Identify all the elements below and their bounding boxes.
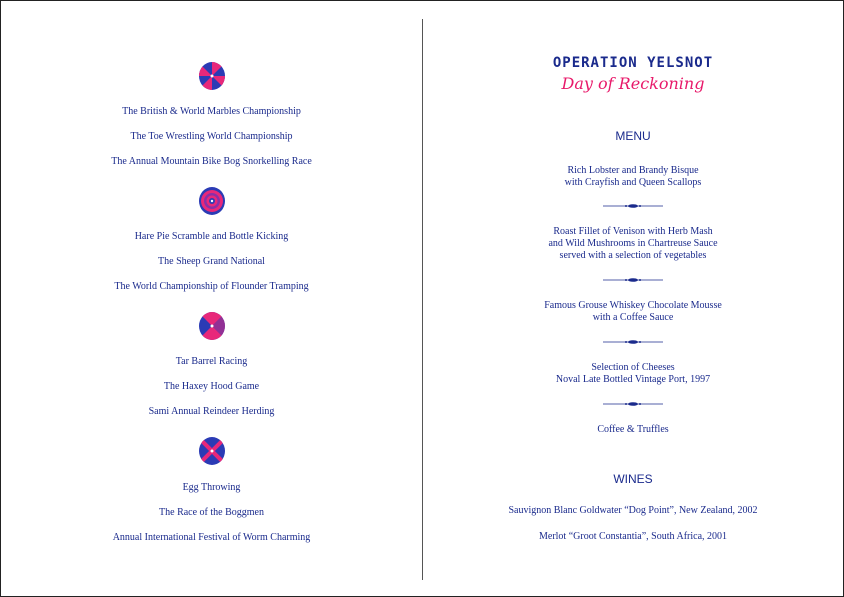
- event-subtitle: Day of Reckoning: [561, 74, 705, 93]
- wine-item: Merlot “Groot Constantia”, South Africa, 2001: [538, 531, 728, 542]
- event-list: [1, 482, 422, 544]
- event-item: The Sheep Grand National: [158, 256, 265, 267]
- cross-badge-icon: [197, 436, 227, 466]
- event-item: The Race of the Boggmen: [159, 507, 264, 518]
- ornament-divider-icon: [603, 339, 663, 345]
- menu-course: [423, 424, 843, 436]
- event-item: Sami Annual Reindeer Herding: [148, 406, 275, 417]
- event-group: [1, 186, 422, 216]
- event-list: [1, 231, 422, 293]
- event-item: Tar Barrel Racing: [175, 356, 248, 367]
- event-item: Egg Throwing: [182, 482, 241, 493]
- wine-item: Sauvignon Blanc Goldwater “Dog Point”, New Zealand, 2002: [508, 505, 758, 516]
- event-item: The British & World Marbles Championship: [122, 106, 301, 117]
- event-item: The Toe Wrestling World Championship: [130, 131, 293, 142]
- event-item: Hare Pie Scramble and Bottle Kicking: [134, 231, 289, 242]
- course-line: with Crayfish and Queen Scallops: [564, 177, 702, 188]
- target-badge-icon: [197, 186, 227, 216]
- course-line: Roast Fillet of Venison with Herb Mash: [553, 226, 713, 237]
- pinwheel-badge-icon: [197, 61, 227, 91]
- course-line: Rich Lobster and Brandy Bisque: [567, 165, 699, 176]
- course-line: Famous Grouse Whiskey Chocolate Mousse: [544, 300, 722, 311]
- event-item: The Haxey Hood Game: [163, 381, 260, 392]
- menu-course: [423, 165, 843, 189]
- menu-course: [423, 226, 843, 262]
- event-group: [1, 311, 422, 341]
- event-item: Annual International Festival of Worm Charming: [112, 532, 311, 543]
- event-list: [1, 356, 422, 418]
- course-line: served with a selection of vegetables: [559, 250, 707, 261]
- course-line: Noval Late Bottled Vintage Port, 1997: [555, 374, 711, 385]
- course-line: and Wild Mushrooms in Chartreuse Sauce: [548, 238, 718, 249]
- menu-course: [423, 362, 843, 386]
- event-item: The World Championship of Flounder Tramping: [114, 281, 309, 292]
- wines-heading: WINES: [613, 472, 653, 486]
- event-item: The Annual Mountain Bike Bog Snorkelling Race: [111, 156, 312, 167]
- event-group: [1, 436, 422, 466]
- menu-heading: MENU: [615, 129, 651, 143]
- ornament-divider-icon: [603, 203, 663, 209]
- event-title: OPERATION YELSNOT: [552, 55, 714, 71]
- course-line: Coffee & Truffles: [597, 424, 669, 435]
- ornament-divider-icon: [603, 401, 663, 407]
- course-line: with a Coffee Sauce: [592, 312, 674, 323]
- ornament-divider-icon: [603, 277, 663, 283]
- course-line: Selection of Cheeses: [591, 362, 675, 373]
- quartered-badge-icon: [197, 311, 227, 341]
- event-group: [1, 61, 422, 91]
- menu-course: [423, 300, 843, 324]
- event-list: [1, 106, 422, 168]
